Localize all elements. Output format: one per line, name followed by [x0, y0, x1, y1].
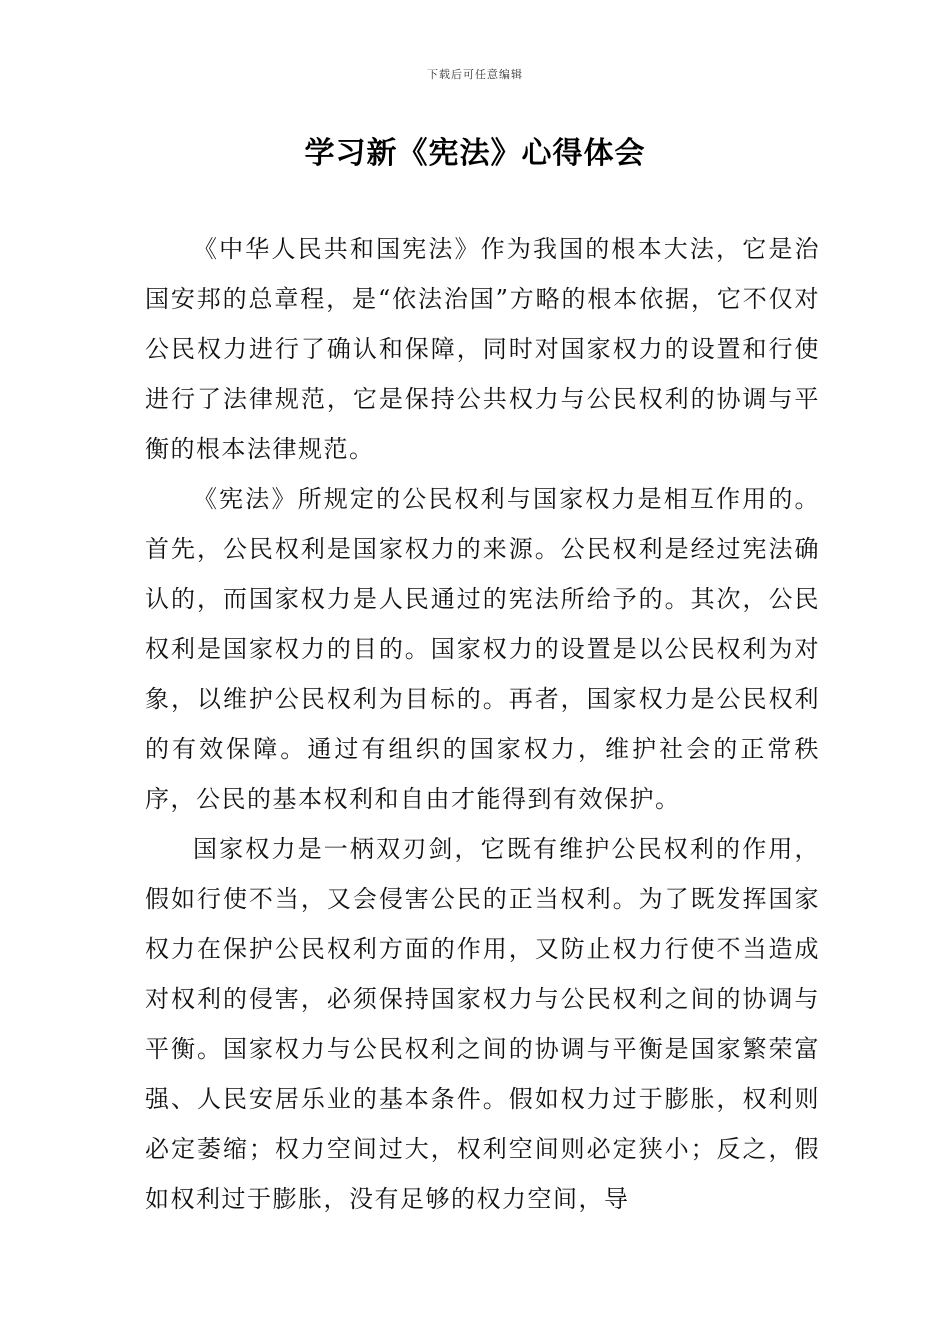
header-note: 下载后可任意编辑: [427, 68, 523, 81]
document-body: [145, 224, 820, 1224]
document-title: 学习新《宪法》心得体会: [304, 136, 646, 171]
paragraph-1: 《中华人民共和国宪法》作为我国的根本大法，它是治国安邦的总章程，是“依法治国”方略的根本依据，它不仅对公民权力进行了确认和保障，同时对国家权力的设置和行使进行了法律规范，它是保持公共权力与公民权利的协调与平衡的根本法律规范。: [145, 235, 820, 463]
paragraph-3: 国家权力是一柄双刃剑，它既有维护公民权利的作用，假如行使不当，又会侵害公民的正当权利。为了既发挥国家权力在保护公民权利方面的作用，又防止权力行使不当造成对权利的侵害，必须保持国家权力与公民权利之间的协调与平衡。国家权力与公民权利之间的协调与平衡是国家繁荣富强、人民安居乐业的基本条件。假如权力过于膨胀，权利则必定萎缩；权力空间过大，权利空间则必定狭小；反之，假如权利过于膨胀，没有足够的权力空间，导: [145, 835, 820, 1213]
paragraph-2: 《宪法》所规定的公民权利与国家权力是相互作用的。首先，公民权利是国家权力的来源。公民权利是经过宪法确认的，而国家权力是人民通过的宪法所给予的。其次，公民权利是国家权力的目的。国家权力的设置是以公民权利为对象，以维护公民权利为目标的。再者，国家权力是公民权利的有效保障。通过有组织的国家权力，维护社会的正常秩序，公民的基本权利和自由才能得到有效保护。: [145, 485, 820, 813]
